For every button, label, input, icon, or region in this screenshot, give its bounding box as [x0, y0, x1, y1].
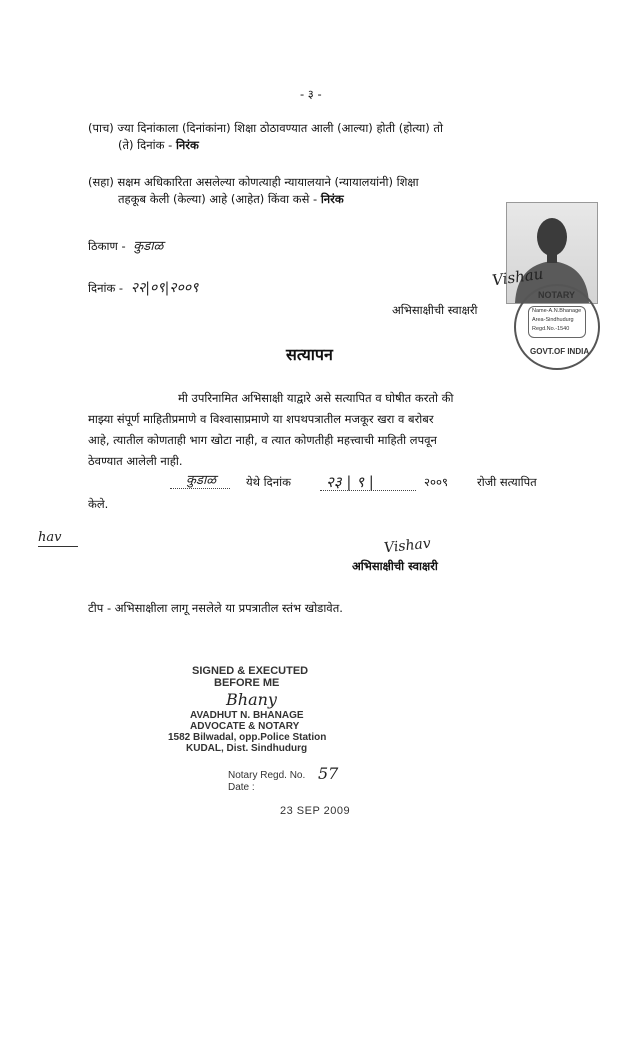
item5-text: ज्या दिनांकाला (दिनांकांना) शिक्षा ठोठावण्यात आली (आल्या) होती (होत्या) तो [117, 121, 443, 135]
place-value: कुडाळ [133, 239, 164, 254]
note: टीप - अभिसाक्षीला लागू नसलेले या प्रपत्रातील स्तंभ खोडावेत. [88, 601, 343, 615]
item5-line2 [118, 137, 199, 153]
item5-value: निरंक [175, 138, 199, 152]
verification-mid-text: येथे दिनांक [246, 475, 291, 489]
place-row [88, 238, 163, 255]
margin-initials: hav [38, 530, 62, 545]
verification-title: सत्यापन [286, 345, 333, 364]
item5-line2-prefix: (ते) दिनांक - [118, 138, 173, 152]
seal-area: Area-Sindhudurg [532, 317, 574, 323]
seal-inner-box [528, 306, 586, 338]
item6-label: (सहा) [88, 175, 114, 189]
date-row [88, 280, 198, 296]
verification-signature: Vishav [383, 535, 432, 557]
date-label: दिनांक - [88, 281, 124, 295]
signature-caption-top: अभिसाक्षीची स्वाक्षरी [392, 303, 478, 317]
photo-signature: Vishau [490, 264, 545, 290]
notary-name: AVADHUT N. BHANAGE [190, 710, 304, 721]
notary-signature: Bhany [226, 690, 277, 709]
verification-place: कुडाळ [186, 473, 217, 488]
notary-seal [514, 284, 600, 370]
seal-govt: GOVT.OF INDIA [530, 347, 590, 356]
verification-year: २००९ [424, 475, 448, 489]
item6-line1 [88, 174, 419, 190]
notary-title: ADVOCATE & NOTARY [190, 721, 300, 732]
notary-signed: SIGNED & EXECUTED [192, 665, 309, 677]
notary-address2: KUDAL, Dist. Sindhudurg [186, 743, 308, 754]
item6-value: निरंक [320, 192, 344, 206]
notary-regd-value: 57 [318, 764, 339, 783]
date-value: २२|०९|२००९ [130, 280, 199, 296]
verification-line4: ठेवण्यात आलेली नाही. [88, 454, 183, 468]
seal-name: Name-A.N.Bhanage [532, 308, 582, 314]
signature-caption-bottom: अभिसाक्षीची स्वाक्षरी [352, 559, 438, 573]
item6-line2-prefix: तहकूब केली (केल्या) आहे (आहेत) किंवा कसे - [118, 192, 318, 206]
seal-title: NOTARY [538, 290, 575, 300]
notary-before-me: BEFORE ME [214, 677, 280, 689]
seal-regd: Regd.No.-1540 [532, 326, 570, 332]
item5-label: (पाच) [88, 121, 114, 135]
verification-date: २३ | ९ | [326, 473, 374, 491]
verification-line2: माझ्या संपूर्ण माहितीप्रमाणे व विश्वासाप्रमाणे या शपथपत्रातील मजकूर खरा व बरोबर [88, 412, 434, 426]
place-label: ठिकाण - [88, 239, 126, 253]
verification-end-text: रोजी सत्यापित [477, 475, 537, 489]
verification-line1: मी उपरिनामित अभिसाक्षी याद्वारे असे सत्यापित व घोषीत करतो की [178, 391, 454, 405]
notary-date-stamp: 23 SEP 2009 [280, 805, 351, 817]
verification-last: केले. [88, 497, 109, 511]
verification-line3: आहे, त्यातील कोणताही भाग खोटा नाही, व त्यात कोणतीही महत्त्वाची माहिती लपवून [88, 433, 437, 447]
item5-line1 [88, 120, 443, 136]
notary-date-label: Date : [228, 782, 255, 793]
item6-line2 [118, 191, 344, 207]
margin-underline [38, 546, 78, 547]
place-blank [170, 488, 230, 489]
notary-address1: 1582 Bilwadal, opp.Police Station [168, 732, 327, 743]
item6-text: सक्षम अधिकारिता असलेल्या कोणत्याही न्यायालयाने (न्यायालयांनी) शिक्षा [117, 175, 419, 189]
page-number: - ३ - [300, 87, 322, 101]
notary-regd-label: Notary Regd. No. [228, 770, 306, 781]
